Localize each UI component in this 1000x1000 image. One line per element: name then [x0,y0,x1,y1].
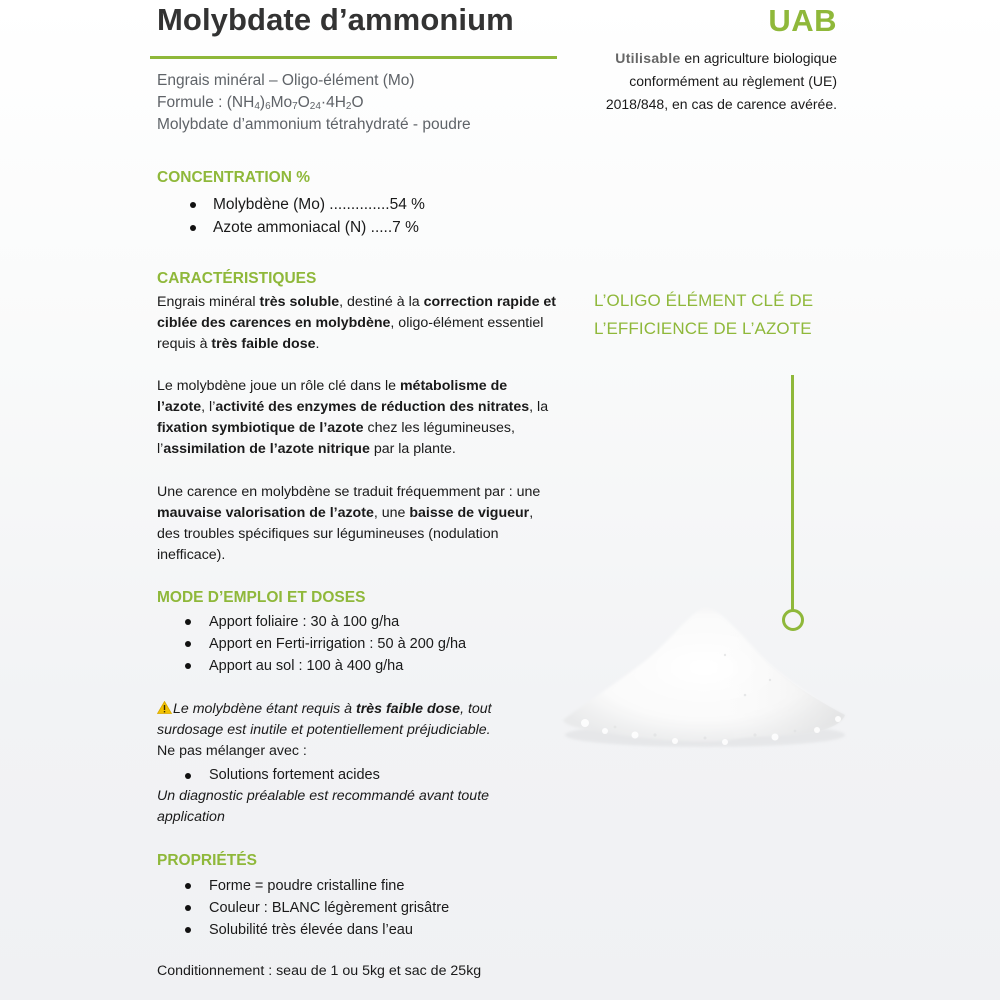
diagnostic-note: Un diagnostic préalable est recommandé avant toute application [157,788,490,825]
section-heading-mode-emploi: MODE D’EMPLOI ET DOSES [157,589,366,606]
property-item-couleur: Couleur : BLANC légèrement grisâtre [209,897,449,919]
property-item-solubilite: Solubilité très élevée dans l’eau [209,919,449,941]
concentration-item-n: Azote ammoniacal (N) .....7 % [213,216,425,239]
concentration-list [213,193,425,239]
product-form: Molybdate d’ammonium tétrahydraté - poudre [157,116,471,133]
packaging-info: Conditionnement : seau de 1 ou 5kg et sac de 25kg [157,963,482,979]
dose-list [209,611,466,677]
no-mix-item: Solutions fortement acides [209,765,380,786]
no-mix-label: Ne pas mélanger avec : [157,743,307,759]
warning-icon [157,701,172,714]
powder-pile-image [555,585,850,750]
no-mix-list [209,765,380,786]
uab-statement: Utilisable en agriculture biologique conformément au règlement (UE) 2018/848, en cas de carence avérée. [605,50,837,112]
product-description [157,70,471,136]
uab-label: UAB [768,3,837,38]
title-divider [150,56,557,59]
section-heading-caracteristiques: CARACTÉRISTIQUES [157,270,317,287]
page-title: Molybdate d’ammonium [157,2,514,37]
tagline: L’OLIGO ÉLÉMENT CLÉ DE L’EFFICIENCE DE L’AZOTE [594,291,814,338]
concentration-item-mo: Molybdène (Mo) ..............54 % [213,193,425,216]
product-formula: Formule : $(NH_4)_6Mo_7O_{24}\cdot 4H_2O$ [157,94,364,112]
product-type: Engrais minéral – Oligo-élément (Mo) [157,72,415,89]
dosage-warning: Le molybdène étant requis à très faible dose, tout surdosage est inutile et potentiellement préjudiciable. Ne pas mélanger avec : [157,699,557,762]
section-heading-concentration: CONCENTRATION % [157,169,310,186]
properties-list [209,875,449,941]
characteristics-paragraph-1: Engrais minéral très soluble, destiné à la correction rapide et ciblée des carences en molybdène, oligo-élément essentiel requis à très faible dose. [157,294,557,352]
connector-line [791,375,794,611]
section-heading-proprietes: PROPRIÉTÉS [157,852,257,869]
property-item-forme: Forme = poudre cristalline fine [209,875,449,897]
characteristics-paragraph-3: Une carence en molybdène se traduit fréquemment par : une mauvaise valorisation de l’azote, une baisse de vigueur, des troubles spécifiques sur légumineuses (nodulation inefficace). [157,484,541,563]
dose-item-foliaire: Apport foliaire : 30 à 100 g/ha [209,611,466,633]
characteristics-paragraph-2: Le molybdène joue un rôle clé dans le métabolisme de l’azote, l’activité des enzymes de réduction des nitrates, la fixation symbiotique de l’azote chez les légumineuses, l’assimilation de l’azote nitrique par la plante. [157,378,549,457]
dose-item-ferti-irrigation: Apport en Ferti-irrigation : 50 à 200 g/ha [209,633,466,655]
connector-circle [782,609,804,631]
dose-item-sol: Apport au sol : 100 à 400 g/ha [209,655,466,677]
uab-usable: Utilisable [615,50,681,66]
